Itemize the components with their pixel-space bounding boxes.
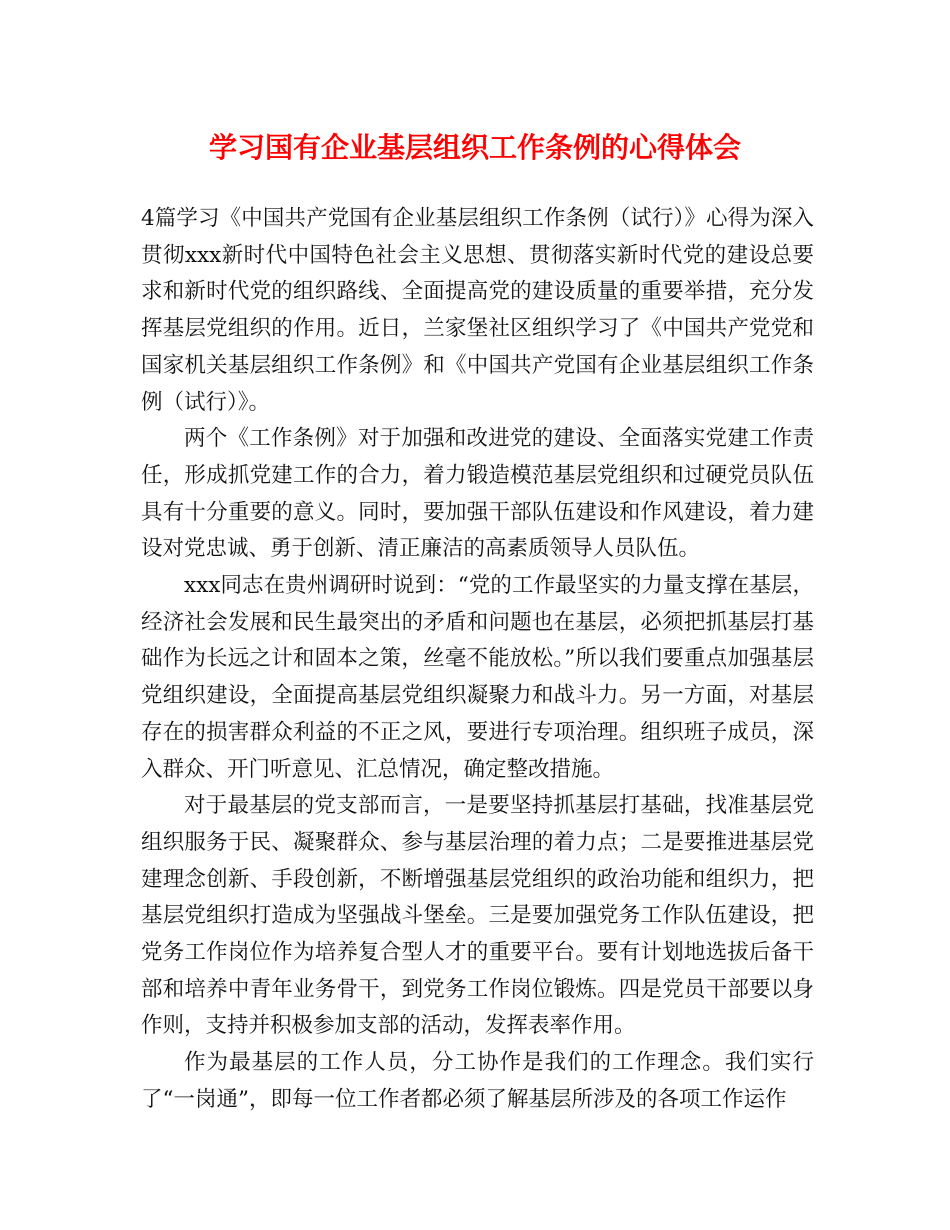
paragraph-quote: xxx同志在贵州调研时说到：“党的工作最坚实的力量支撑在基层，经济社会发展和民生最突出的矛盾和问题也在基层，必须把抓基层打基础作为长远之计和固本之策，丝毫不能放松。”所以我们要重点加强基层党组织建设，全面提高基层党组织凝聚力和战斗力。另一方面，对基层存在的损害群众利益的不正之风，要进行专项治理。组织班子成员，深入群众、开门听意见、汇总情况，确定整改措施。	[141, 573, 814, 782]
paragraph-teamwork: 作为最基层的工作人员，分工协作是我们的工作理念。我们实行了“一岗通”，即每一位工作者都必须了解基层所涉及的各项工作运作	[141, 1050, 814, 1112]
document-body	[141, 201, 814, 1119]
document-title: 学习国有企业基层组织工作条例的心得体会	[208, 131, 741, 164]
paragraph-regulations: 两个《工作条例》对于加强和改进党的建设、全面落实党建工作责任，形成抓党建工作的合力，着力锻造模范基层党组织和过硬党员队伍具有十分重要的意义。同时，要加强干部队伍建设和作风建设，着力建设对党忠诚、勇于创新、清正廉洁的高素质领导人员队伍。	[141, 426, 814, 562]
paragraph-party-branch: 对于最基层的党支部而言，一是要坚持抓基层打基础，找准基层党组织服务于民、凝聚群众、参与基层治理的着力点；二是要推进基层党建理念创新、手段创新，不断增强基层党组织的政治功能和组织力，把基层党组织打造成为坚强战斗堡垒。三是要加强党务工作队伍建设，把党务工作岗位作为培养复合型人才的重要平台。要有计划地选拔后备干部和培养中青年业务骨干，到党务工作岗位锻炼。四是党员干部要以身作则，支持并积极参加支部的活动，发挥表率作用。	[141, 793, 814, 1039]
paragraph-intro: 4篇学习《中国共产党国有企业基层组织工作条例（试行）》心得为深入贯彻xxx新时代中国特色社会主义思想、贯彻落实新时代党的建设总要求和新时代党的组织路线、全面提高党的建设质量的重要举措，充分发挥基层党组织的作用。近日，兰家堡社区组织学习了《中国共产党党和国家机关基层组织工作条例》和《中国共产党国有企业基层组织工作条例（试行）》。	[141, 206, 814, 415]
